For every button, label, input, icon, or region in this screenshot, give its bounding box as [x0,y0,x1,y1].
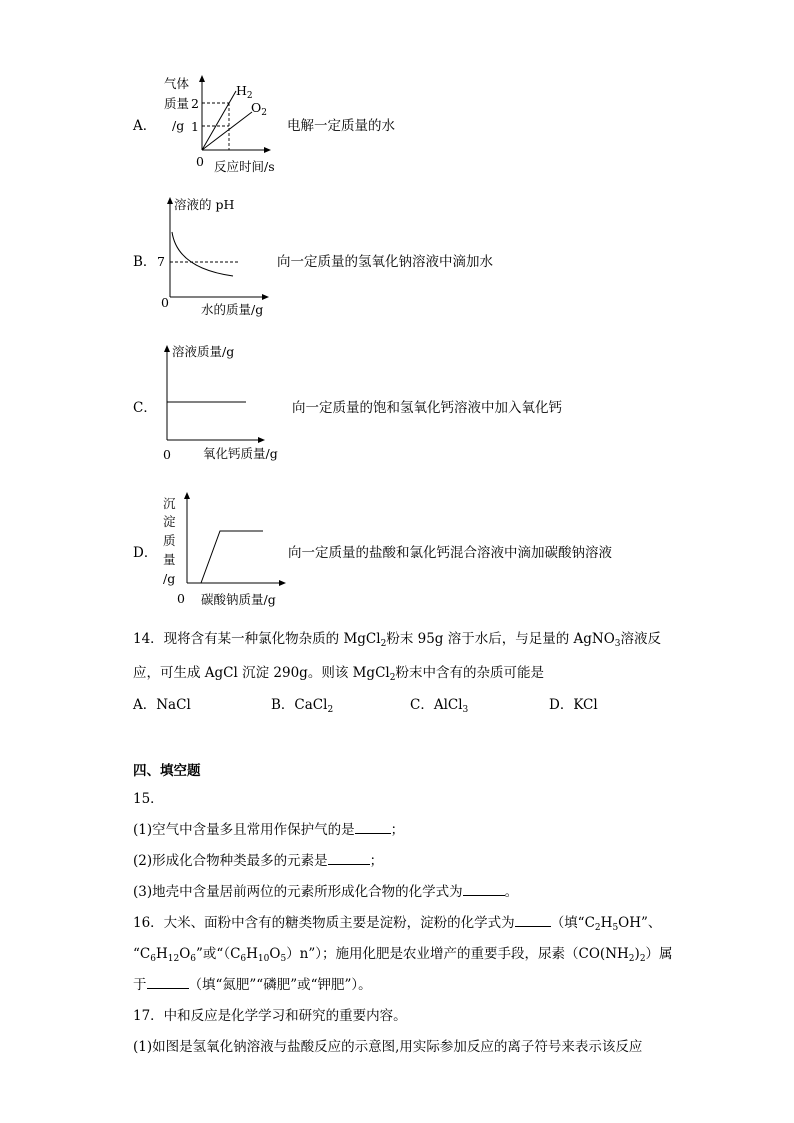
graph-c-ylabel: 溶液质量/g [172,344,235,359]
q15-number: 15． [133,791,164,807]
graph-d-ylabel-3: 质 [163,533,176,548]
q15-item-3: (3)地壳中含量居前两位的元素所形成化合物的化学式为 。 [133,884,519,900]
q14-line-1: 14．现将含有某一种氯化物杂质的 MgCl$_2$粉末 95g 溶于水后，与足量的 AgNO$_3$溶液反 [133,631,662,649]
q15-blank-2[interactable] [328,854,370,865]
option-d-description: 向一定质量的盐酸和氯化钙混合溶液中滴加碳酸钠溶液 [288,545,612,561]
q17-line-2: (1)如图是氢氧化钠溶液与盐酸反应的示意图,用实际参加反应的离子符号来表示该反应 [133,1039,643,1055]
q15-item-1: (1)空气中含量多且常用作保护气的是 ； [133,822,405,838]
graph-b-ylabel: 溶液的 pH [174,197,235,212]
option-a-letter: A． [133,118,157,134]
q14-choice-b[interactable]: B．CaCl$_2$ [271,697,334,715]
graph-d-y-arrow [184,492,190,499]
graph-d-x-arrow [279,580,286,586]
graph-c-origin: 0 [163,447,171,462]
graph-a-ylabel-3: /g [172,118,185,133]
graph-d-ylabel-1: 沉 [163,496,176,511]
graph-a-ylabel-1: 气体 [164,76,190,91]
q14-choice-d[interactable]: D．KCl [549,697,598,713]
option-b-letter: B． [133,254,157,270]
graph-d-line [201,531,263,583]
graph-a-xlabel: 反应时间/s [214,159,275,174]
q16-blank-1[interactable] [515,916,551,927]
graph-b-origin: 0 [161,295,169,310]
section-title: 四、填空题 [133,763,201,779]
graph-d-origin: 0 [177,591,185,606]
q16-line-1: 16．大米、面粉中含有的糖类物质主要是淀粉，淀粉的化学式为 （填“$C_2H_5OH$”、 [133,915,662,933]
graph-d-xlabel: 碳酸钠质量/g [201,592,276,607]
graph-a-tick-1: 1 [191,119,199,134]
graph-d-ylabel-2: 淀 [163,514,176,529]
option-b-description: 向一定质量的氢氧化钠溶液中滴加水 [277,254,493,270]
graph-a-tick-2: 2 [191,96,199,111]
option-c-description: 向一定质量的饱和氢氧化钙溶液中加入氧化钙 [292,400,562,416]
graph-a-ylabel-2: 质量 [164,96,190,111]
q14-choice-c[interactable]: C．AlCl$_3$ [410,697,469,715]
graph-a-series-o2: $O_2$ [251,100,267,118]
q15-blank-1[interactable] [355,823,391,834]
q16-blank-2[interactable] [147,978,189,989]
graph-d-ylabel-4: 量 [163,552,176,567]
q16-line-2: “$C_6H_{12}O_6$”或“$(C_6H_{10}O_5)n$”）；施用化肥是农业增产的重要手段，尿素$(CO(NH_2)_2)$属 [133,946,673,964]
option-c-letter: C． [133,400,157,416]
graph-a-origin: 0 [196,154,204,169]
option-a-description: 电解一定质量的水 [287,118,395,134]
graph-b-xlabel: 水的质量/g [201,302,264,317]
q14-line-2: 应，可生成 AgCl 沉淀 290g。则该 MgCl$_2$粉末中含有的杂质可能是 [133,665,544,683]
q15-item-2: (2)形成化合物种类最多的元素是 ； [133,853,384,869]
graph-a-series-h2: $H_2$ [236,83,253,101]
option-d-letter: D． [133,545,158,561]
graph-d-ylabel-5: /g [163,571,176,586]
q15-blank-3[interactable] [463,885,505,896]
q17-line-1: 17．中和反应是化学学习和研究的重要内容。 [133,1008,407,1024]
graph-c-xlabel: 氧化钙质量/g [203,446,278,461]
q16-line-3: 于 （填“氮肥”“磷肥”或“钾肥”）。 [133,977,372,993]
graph-b-tick-7: 7 [157,254,165,269]
q14-choice-a[interactable]: A．NaCl [133,697,191,713]
